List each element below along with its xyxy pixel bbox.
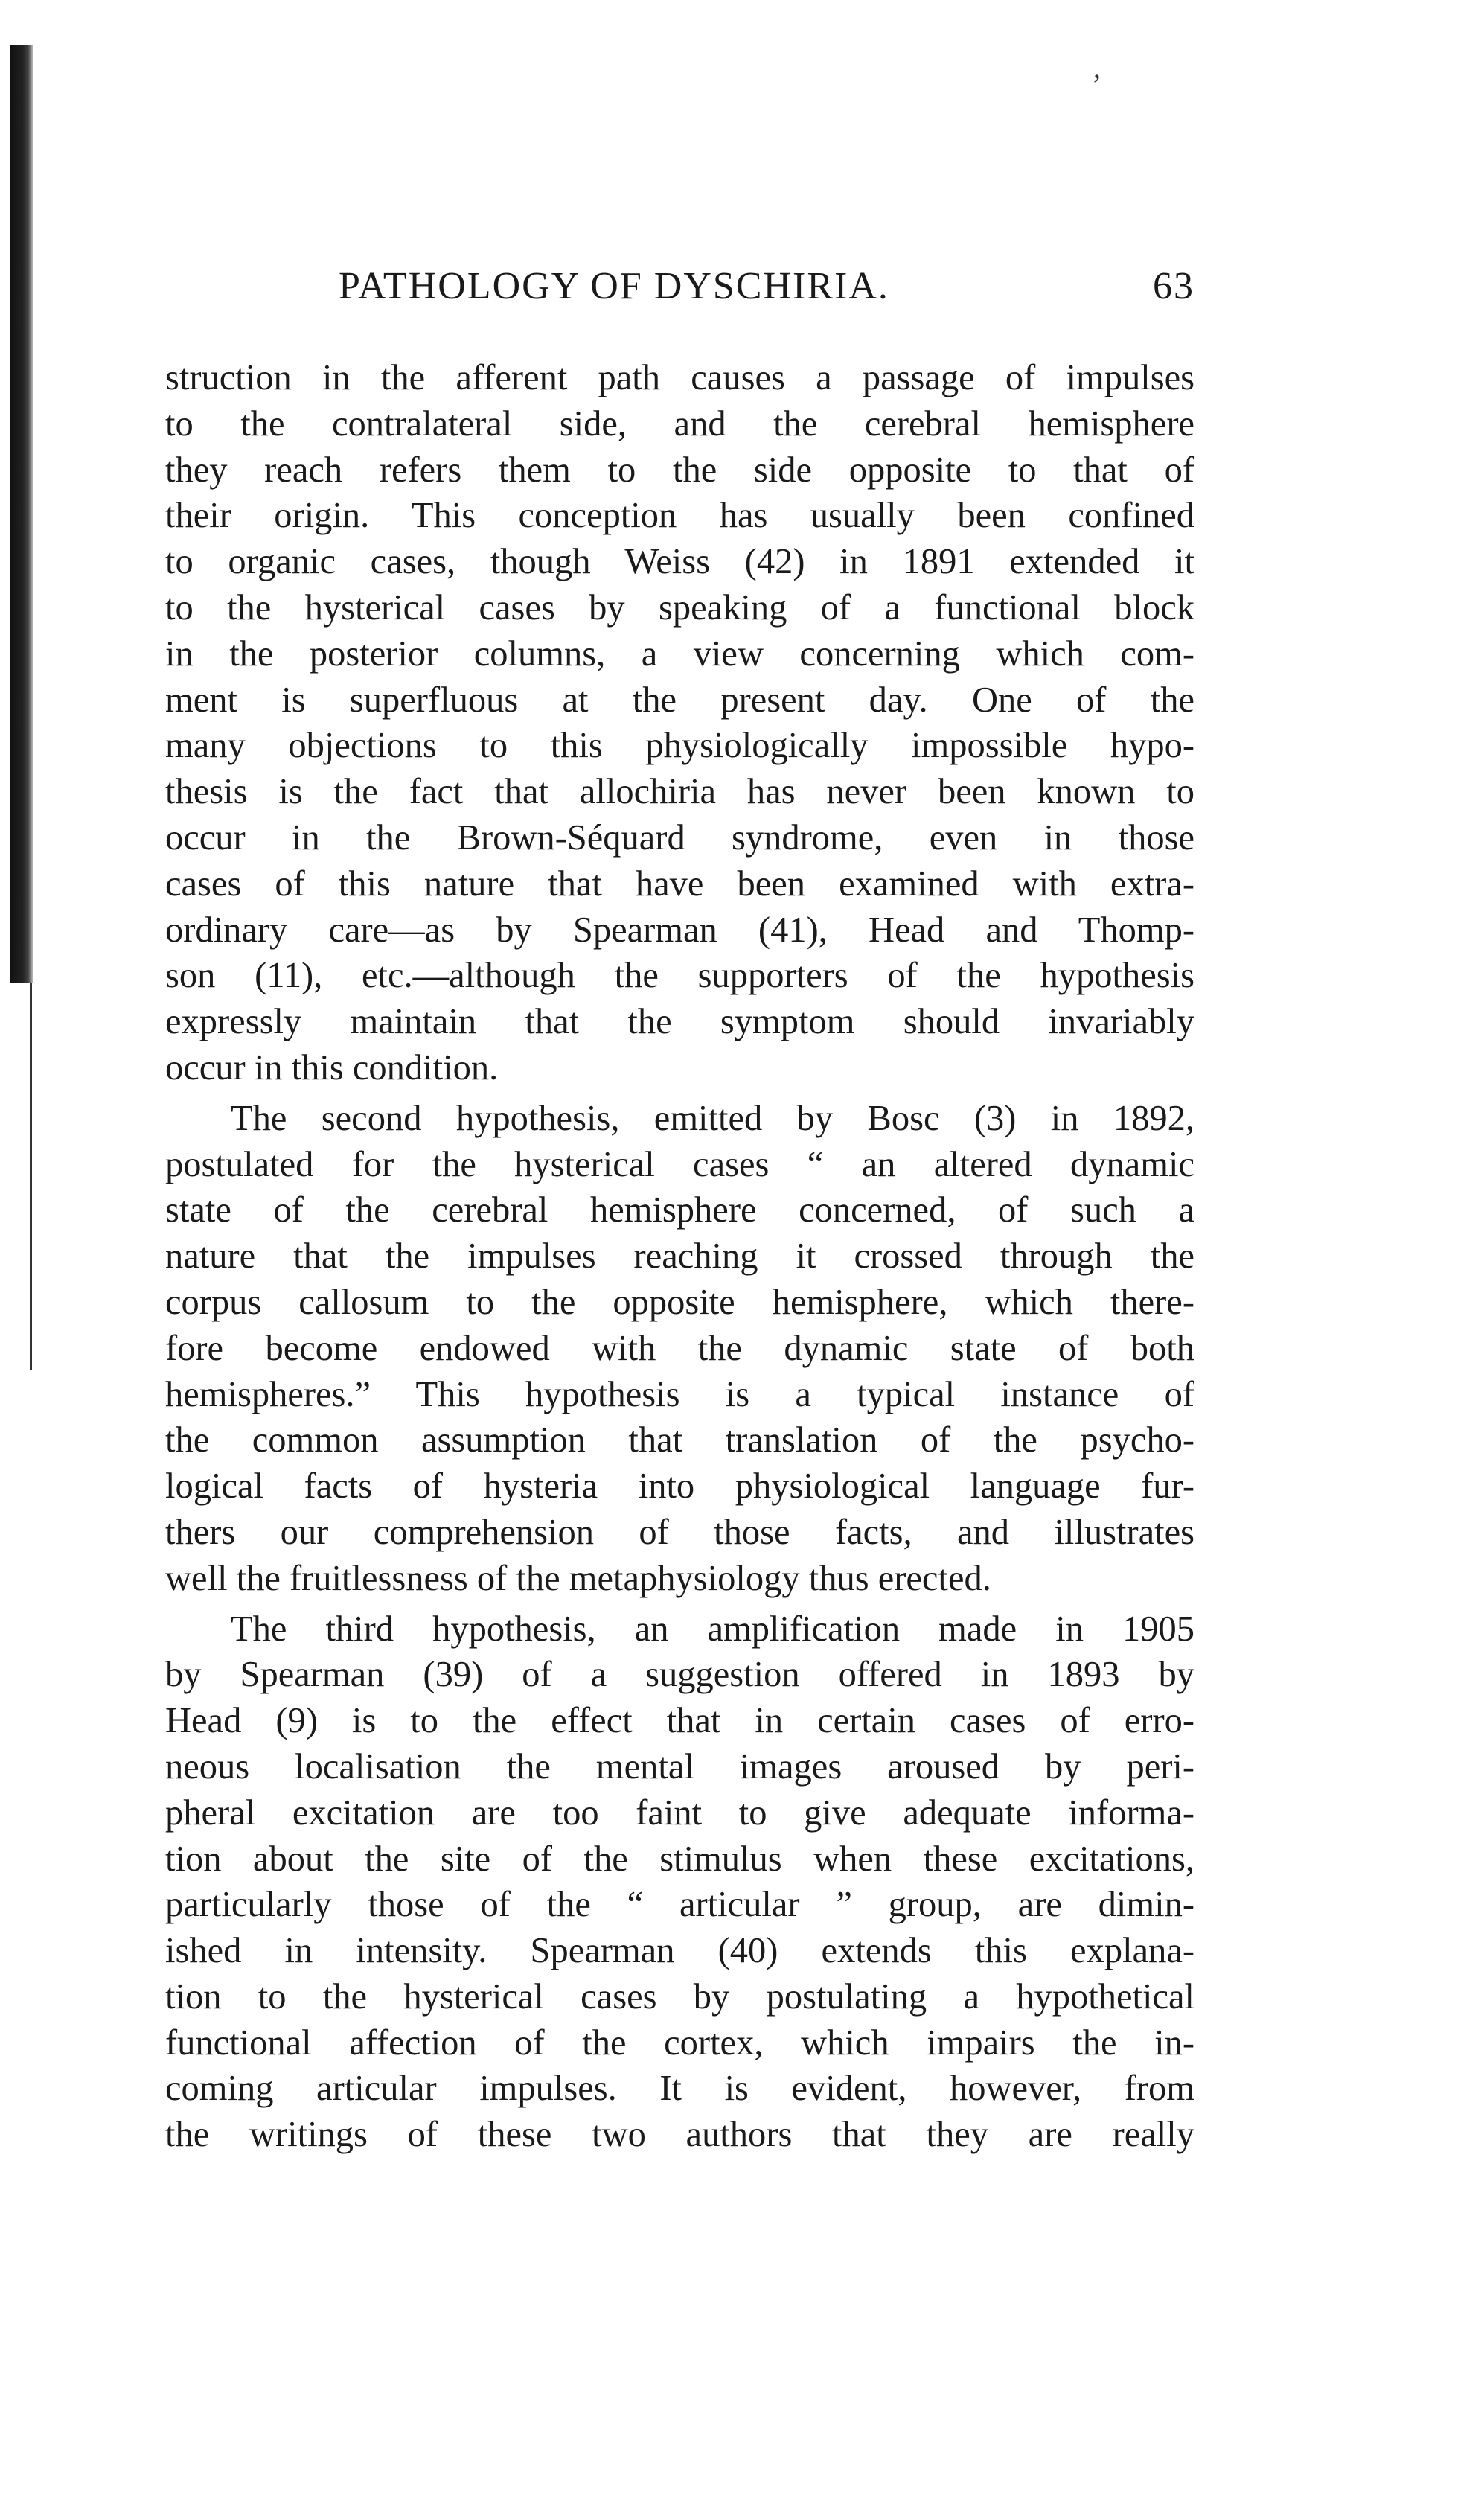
text-line: fore become endowed with the dynamic state of both <box>165 1328 1194 1368</box>
text-line: ished in intensity. Spearman (40) extends this explana- <box>165 1931 1194 1971</box>
text-line: struction in the afferent path causes a passage of impulses <box>165 358 1194 397</box>
text-line: they reach refers them to the side opposite to that of <box>165 450 1194 490</box>
text-line: occur in this condition. <box>165 1047 499 1088</box>
text-line: thers our comprehension of those facts, and illustrates <box>165 1512 1194 1552</box>
running-head-title: PATHOLOGY OF DYSCHIRIA. <box>339 265 889 307</box>
paragraph <box>165 1091 1194 1602</box>
text-line: many objections to this physiologically impossible hypo- <box>165 726 1194 766</box>
text-line: logical facts of hysteria into physiological language fur- <box>165 1466 1194 1507</box>
text-line: tion to the hysterical cases by postulating a hypothetical <box>165 1976 1194 2017</box>
text-line: occur in the Brown-Séquard syndrome, even in those <box>165 817 1194 858</box>
text-line: cases of this nature that have been examined with extra- <box>165 863 1194 904</box>
text-line: The second hypothesis, emitted by Bosc (3) in 1892, <box>231 1098 1194 1138</box>
text-line: ordinary care—as by Spearman (41), Head and Thomp- <box>165 910 1194 950</box>
paragraph <box>165 355 1194 1091</box>
text-line: to organic cases, though Weiss (42) in 1891 extended it <box>165 542 1194 582</box>
text-line: to the contralateral side, and the cerebral hemisphere <box>165 403 1194 444</box>
text-line: corpus callosum to the opposite hemisphere, which there- <box>165 1282 1194 1322</box>
binding-edge-line <box>30 983 32 1370</box>
text-line: hemispheres.” This hypothesis is a typical instance of <box>165 1374 1194 1414</box>
text-line: by Spearman (39) of a suggestion offered in 1893 by <box>165 1655 1194 1695</box>
paragraph <box>165 1602 1194 2159</box>
binding-edge-shadow <box>10 45 33 983</box>
text-line: in the posterior columns, a view concerning which com- <box>165 633 1194 674</box>
text-line: thesis is the fact that allochiria has never been known to <box>165 772 1194 812</box>
text-line: pheral excitation are too faint to give adequate informa- <box>165 1792 1194 1833</box>
text-line: state of the cerebral hemisphere concerned, of such a <box>165 1190 1194 1230</box>
text-line: the common assumption that translation of the psycho- <box>165 1420 1194 1460</box>
text-line: the writings of these two authors that they are really <box>165 2115 1194 2155</box>
text-line: Head (9) is to the effect that in certain cases of erro- <box>165 1701 1194 1741</box>
text-line: functional affection of the cortex, which impairs the in- <box>165 2022 1194 2063</box>
text-line: nature that the impulses reaching it crossed through the <box>165 1236 1194 1277</box>
text-line: expressly maintain that the symptom should invariably <box>165 1002 1194 1042</box>
marginal-mark: ’ <box>1092 68 1102 101</box>
text-line: neous localisation the mental images aroused by peri- <box>165 1746 1194 1787</box>
text-line: tion about the site of the stimulus when these excitations, <box>165 1839 1194 1879</box>
text-line: to the hysterical cases by speaking of a functional block <box>165 587 1194 628</box>
running-head <box>339 264 1194 316</box>
text-line: postulated for the hysterical cases “ an altered dynamic <box>165 1144 1194 1184</box>
body-text <box>165 355 1194 2158</box>
text-line: particularly those of the “ articular ” group, are dimin- <box>165 1885 1194 1925</box>
text-line: well the fruitlessness of the metaphysiology thus erected. <box>165 1558 991 1598</box>
page-number: 63 <box>1153 265 1194 307</box>
text-line: ment is superfluous at the present day. One of the <box>165 680 1194 720</box>
text-line: their origin. This conception has usually been confined <box>165 496 1194 536</box>
text-line: son (11), etc.—although the supporters of the hypothesis <box>165 956 1194 996</box>
text-line: The third hypothesis, an amplification made in 1905 <box>231 1609 1194 1649</box>
text-line: coming articular impulses. It is evident, however, from <box>165 2069 1194 2109</box>
